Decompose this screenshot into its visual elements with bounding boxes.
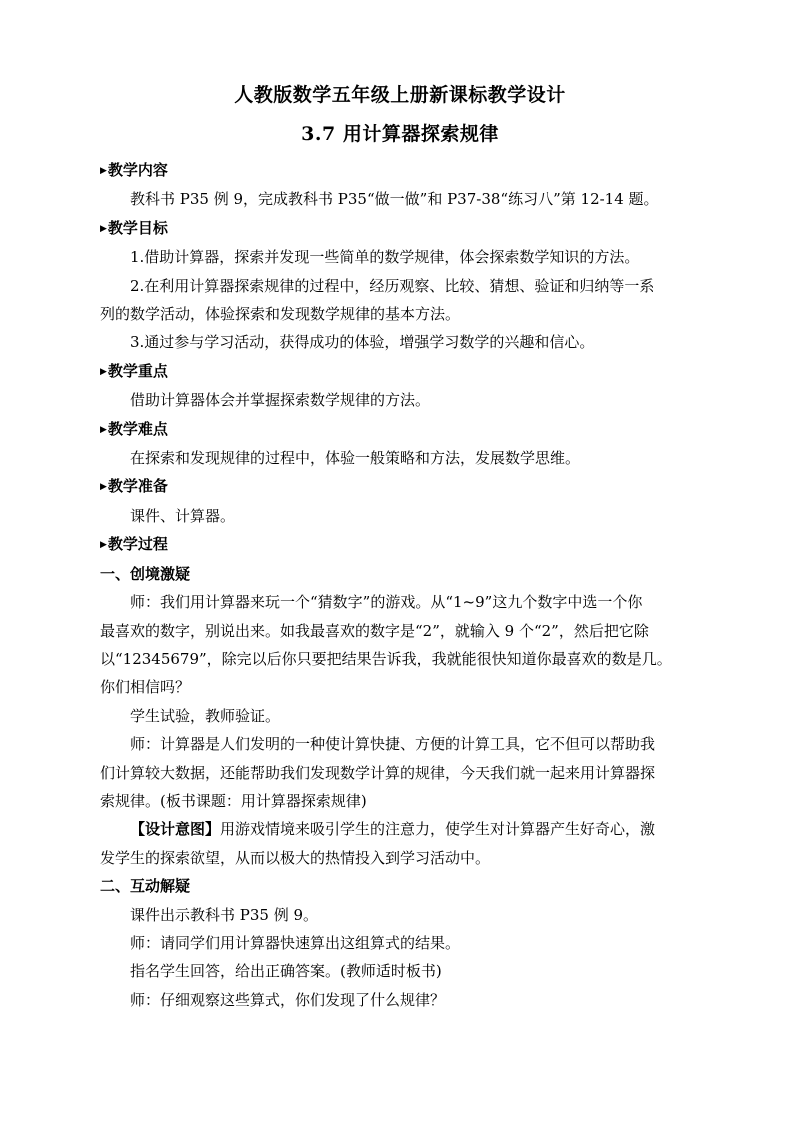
part-1-heading: 一、创境激疑 <box>100 564 191 583</box>
document-title: 人教版数学五年级上册新课标教学设计 <box>234 84 566 106</box>
section-heading-content: ▶教学内容 <box>100 161 168 179</box>
part-1-p3-line-1: 师：计算器是人们发明的一种使计算快捷、方便的计算工具，它不但可以帮助我 <box>130 735 656 754</box>
goal-2-line-1: 2.在利用计算器探索规律的过程中，经历观察、比较、猜想、验证和归纳等一系 <box>130 276 655 295</box>
content-text: 教科书 P35 例 9，完成教科书 P35“做一做”和 P37-38“练习八”第 12-14 题。 <box>130 190 659 209</box>
triangle-right-icon: ▶ <box>100 166 107 176</box>
part-2-heading: 二、互动解疑 <box>100 877 191 896</box>
section-heading-prep: ▶教学准备 <box>100 477 168 496</box>
design-intent-label: 【设计意图】 <box>130 820 221 839</box>
part-2-line-2: 师：请同学们用计算器快速算出这组算式的结果。 <box>130 933 461 952</box>
part-1-p1-line-3: 以“12345679”，除完以后你只要把结果告诉我，我就能很快知道你最喜欢的数是几。 <box>100 649 672 668</box>
key-text: 借助计算器体会并掌握探索数学规律的方法。 <box>130 391 431 410</box>
section-heading-process: ▶教学过程 <box>100 535 168 554</box>
difficulty-text: 在探索和发现规律的过程中，体验一般策略和方法，发展数学思维。 <box>130 449 581 468</box>
part-1-p1-line-2: 最喜欢的数字，别说出来。如我最喜欢的数字是“2”，就输入 9 个“2”，然后把它除 <box>100 621 649 640</box>
part-1-p3-line-3: 索规律。(板书课题：用计算器探索规律) <box>100 791 367 810</box>
part-1-p3-line-2: 们计算较大数据，还能帮助我们发现数学计算的规律，今天我们就一起来用计算器探 <box>100 763 656 782</box>
part-1-p1-line-1: 师：我们用计算器来玩一个“猜数字”的游戏。从“1~9”这九个数字中选一个你 <box>130 593 643 612</box>
document-page <box>100 70 700 1014</box>
goal-3: 3.通过参与学习活动，获得成功的体验，增强学习数学的兴趣和信心。 <box>130 333 595 352</box>
triangle-right-icon: ▶ <box>100 540 107 551</box>
triangle-right-icon: ▶ <box>100 223 107 234</box>
part-2-line-3: 指名学生回答，给出正确答案。(教师适时板书) <box>130 962 442 981</box>
design-intent-line-2: 发学生的探索欲望，从而以极大的热情投入到学习活动中。 <box>100 848 491 867</box>
goal-1: 1.借助计算器，探索并发现一些简单的数学规律，体会探索数学知识的方法。 <box>130 248 640 267</box>
triangle-right-icon: ▶ <box>100 482 107 493</box>
part-1-p1-line-4: 你们相信吗？ <box>100 678 191 697</box>
part-2-line-1: 课件出示教科书 P35 例 9。 <box>130 905 319 924</box>
lesson-title: 3.7 用计算器探索规律 <box>301 123 499 145</box>
design-intent <box>100 815 700 843</box>
section-heading-key: ▶教学重点 <box>100 361 168 380</box>
part-1-p2: 学生试验，教师验证。 <box>130 706 281 725</box>
prep-text: 课件、计算器。 <box>130 506 236 525</box>
goal-2-line-2: 列的数学活动，体验探索和发现数学规律的基本方法。 <box>100 305 461 324</box>
section-heading-difficulty: ▶教学难点 <box>100 419 168 438</box>
triangle-right-icon: ▶ <box>100 424 107 435</box>
triangle-right-icon: ▶ <box>100 366 107 377</box>
section-heading-goals: ▶教学目标 <box>100 218 168 237</box>
design-intent-text: 用游戏情境来吸引学生的注意力，使学生对计算器产生好奇心，激 <box>220 820 656 839</box>
part-2-line-4: 师：仔细观察这些算式，你们发现了什么规律？ <box>130 990 446 1009</box>
